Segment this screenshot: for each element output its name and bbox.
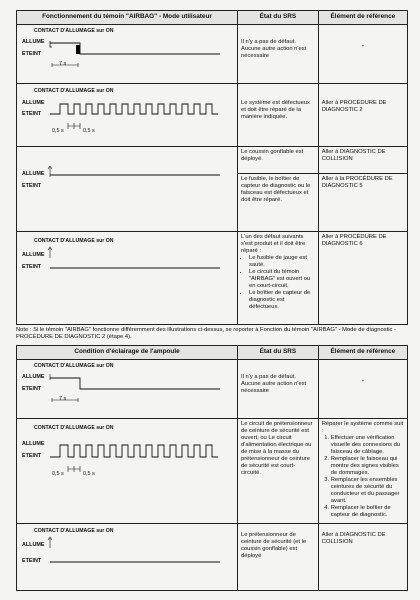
state-cell: L'un des défaut suivants s'est produit et il doit être réparé : • Le fusible de jauge est sauté. • Le circuit du témoin "AIRBAG" est ouvert ou en court-circuit. • Le boîtier de capteur de diagnostic est défectueux. — [238, 232, 319, 325]
column-header: Condition d'éclairage de l'ampoule — [17, 346, 238, 360]
list-item: • Le boîtier de capteur de diagnostic est défectueux. — [249, 290, 315, 311]
table-row — [17, 147, 408, 232]
document-page — [16, 10, 408, 595]
airbag-user-mode-table — [16, 10, 408, 325]
reference-cell: Aller à PROCÉDURE DE DIAGNOSTIC 2 — [318, 84, 407, 147]
reference-cell: - — [318, 25, 407, 84]
column-header: Élément de référence — [318, 346, 407, 360]
reference-cell: - — [318, 360, 407, 419]
list-item: • Le fusible de jauge est sauté. — [249, 255, 315, 269]
table-row — [17, 419, 408, 524]
list-item: 4. Remplacer le boîtier de capteur de diagnostic. — [331, 505, 404, 519]
column-header: État du SRS — [238, 346, 319, 360]
label-eteint: ETEINT — [22, 558, 42, 565]
state-cell: Il n'y a pas de défaut. Aucune autre action n'est nécessaire — [238, 25, 319, 84]
duration-label: 7 s — [59, 396, 67, 403]
fault-list — [241, 255, 315, 311]
lamp-waveform — [20, 149, 220, 229]
lamp-waveform — [20, 362, 220, 416]
label-allume: ALLUME — [22, 39, 45, 45]
list-item: • Le circuit du témoin "AIRBAG" est ouvert ou en court-circuit. — [249, 269, 315, 290]
duration-label: 0,5 s — [52, 471, 64, 478]
table-row — [17, 360, 408, 419]
reference-cell: Réparer le système comme suit : 1. Effectuer une vérification visuelle des connexions du faisceau de câblage. 2. Remplacer le faisceau qui montre des signes visibles de dommages. 3. Remplacer les ensembles ceintures de sécurité du conducteur et du passager avant. 4. Remplacer le boîtier de capteur de diagnostic. — [318, 419, 407, 524]
label-eteint: ETEINT — [22, 386, 42, 393]
table-row — [17, 25, 408, 84]
duration-label: 7 s — [59, 61, 67, 67]
diagram-title: CONTACT D'ALLUMAGE sur ON — [34, 363, 114, 370]
label-allume: ALLUME — [22, 441, 45, 448]
bulb-lighting-table — [16, 345, 408, 591]
duration-label: 0,5 s — [52, 128, 64, 134]
list-item: 1. Effectuer une vérification visuelle des connexions du faisceau de câblage. — [331, 435, 404, 456]
diagram-title: CONTACT D'ALLUMAGE sur ON — [34, 425, 114, 432]
diagram-title: CONTACT D'ALLUMAGE sur ON — [34, 238, 114, 244]
lamp-waveform — [20, 234, 220, 322]
state-cell: Le circuit de prétensionneur de ceinture de sécurité est ouvert, ou Le circuit d'alimentation électrique ou de mise à la masse du prétensionneur de ceinture de sécurité est court-circuité. — [238, 419, 319, 524]
label-allume: ALLUME — [22, 100, 45, 106]
repair-steps-list — [322, 435, 404, 518]
table-row — [17, 232, 408, 325]
table-header-row — [17, 11, 408, 25]
duration-label: 0,5 s — [83, 128, 95, 134]
diagram-cell — [17, 25, 238, 84]
state-cell: Le coussin gonflable est déployé. Le fusible, le boîtier de capteur de diagnostic ou le faisceau est défectueux et doit être réparé. — [238, 147, 319, 232]
reference-cell: Aller à PROCÉDURE DE DIAGNOSTIC 6 — [318, 232, 407, 325]
note-text: Note : Si le témoin "AIRBAG" fonctionne différemment des illustrations ci-dessus, se reporter à Fonction du témoin "AIRBAG" - Mode de diagnostic - PROCÉDURE DE DIAGNOSTIC 2 (étape 4). — [16, 327, 396, 341]
label-allume: ALLUME — [22, 542, 45, 549]
lamp-waveform — [20, 27, 220, 81]
lamp-waveform — [20, 86, 220, 144]
diagram-cell — [17, 360, 238, 419]
lamp-waveform — [20, 526, 220, 588]
lamp-waveform — [20, 421, 220, 521]
label-eteint: ETEINT — [22, 183, 42, 189]
label-eteint: ETEINT — [22, 51, 42, 57]
table-header-row — [17, 346, 408, 360]
state-cell: Le système est défectueux et doit être réparé de la manière indiquée. — [238, 84, 319, 147]
label-eteint: ETEINT — [22, 453, 42, 460]
list-item: 2. Remplacer le faisceau qui montre des signes visibles de dommages. — [331, 456, 404, 477]
table-row — [17, 524, 408, 591]
duration-label: 0,5 s — [83, 471, 95, 478]
diagram-cell — [17, 84, 238, 147]
column-header: Élément de référence — [318, 11, 407, 25]
diagram-title: CONTACT D'ALLUMAGE sur ON — [34, 528, 114, 535]
table-row — [17, 84, 408, 147]
column-header: Fonctionnement du témoin "AIRBAG" - Mode utilisateur — [17, 11, 238, 25]
reference-cell: Aller à DIAGNOSTIC DE COLLISION — [318, 524, 407, 591]
diagram-cell — [17, 419, 238, 524]
diagram-cell — [17, 232, 238, 325]
diagram-cell — [17, 147, 238, 232]
label-eteint: ETEINT — [22, 264, 42, 270]
diagram-cell — [17, 524, 238, 591]
reference-cell: Aller à DIAGNOSTIC DE COLLISION Aller à la PROCÉDURE DE DIAGNOSTIC 5 — [318, 147, 407, 232]
list-item: 3. Remplacer les ensembles ceintures de sécurité du conducteur et du passager avant. — [331, 477, 404, 505]
state-cell: Le prétensionneur de ceinture de sécurité (et le coussin gonflable) est déployé — [238, 524, 319, 591]
column-header: État du SRS — [238, 11, 319, 25]
state-cell: Il n'y a pas de défaut. Aucune autre action n'est nécessaire — [238, 360, 319, 419]
label-eteint: ETEINT — [22, 111, 42, 117]
label-allume: ALLUME — [22, 171, 45, 177]
label-allume: ALLUME — [22, 374, 45, 381]
diagram-title: CONTACT D'ALLUMAGE sur ON — [34, 88, 114, 94]
label-allume: ALLUME — [22, 252, 45, 258]
diagram-title: CONTACT D'ALLUMAGE sur ON — [34, 28, 114, 34]
